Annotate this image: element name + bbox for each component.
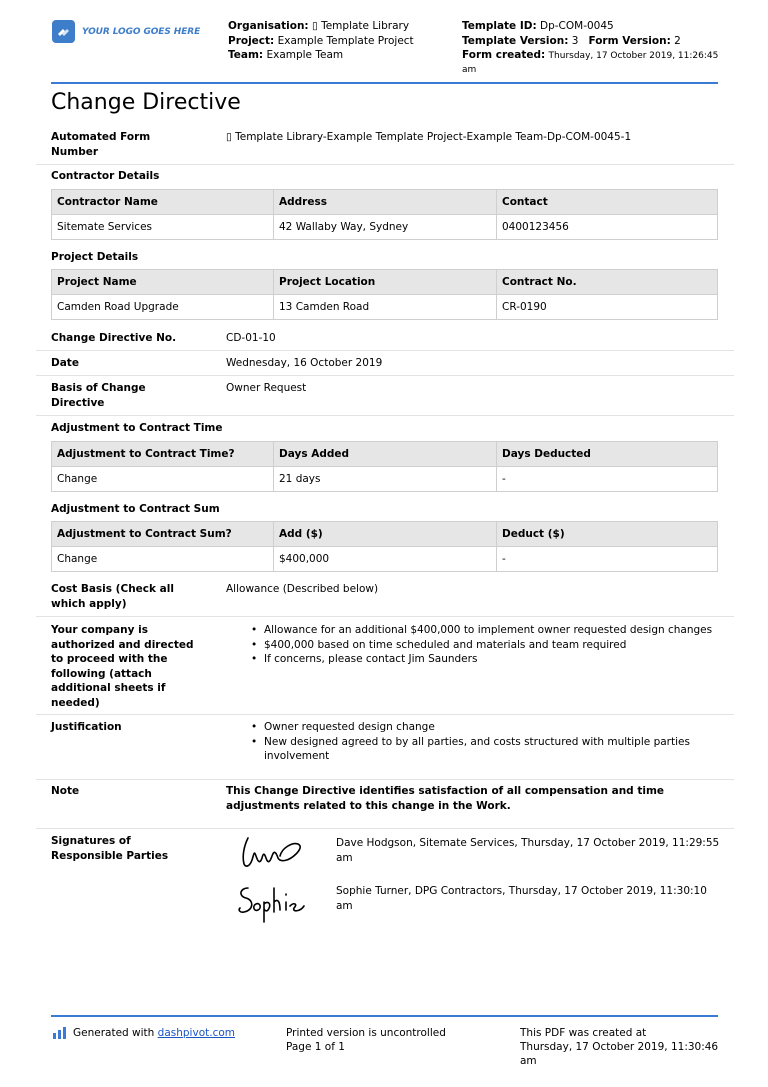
list-item: • Owner requested design change [264,720,690,735]
sum-adjustment-title: Adjustment to Contract Sum [51,503,220,515]
divider [36,375,734,376]
signature-2-text: Sophie Turner, DPG Contractors, Thursday, 17 October 2019, 11:30:10 am [336,885,707,912]
divider [36,779,734,780]
table-header: Address [274,190,497,215]
footer-rule [51,1015,718,1017]
header-rule [51,82,718,84]
list-item-continuation: involvement [264,750,330,763]
table-header: Adjustment to Contract Sum? [52,522,274,547]
justification-label: Justification [51,721,122,733]
divider [36,828,734,829]
template-version-line: Template Version: 3 Form Version: 2 [462,35,681,47]
form-number-label: Automated Form Number [51,131,151,158]
basis-label: Basis of Change Directive [51,382,146,409]
justification-list [250,720,690,764]
project-section-title: Project Details [51,251,139,263]
team-line: Team: Example Team [228,49,344,61]
form-created-am: am [462,65,477,75]
signature-image [234,880,318,927]
page-title: Change Directive [51,90,241,115]
note-text: This Change Directive identifies satisfaction of all compensation and time adjustments related to this change in the Work. [226,785,665,812]
divider [36,164,734,165]
project-line: Project: Example Template Project [228,35,414,47]
form-number-value: ▯ Template Library-Example Template Project-Example Team-Dp-COM-0045-1 [226,131,632,143]
table-header: Days Deducted [497,442,718,467]
list-item: • New designed agreed to by all parties, and costs structured with multiple parties [264,735,690,750]
time-adjustment-table [51,441,718,492]
table-cell: Change [52,547,274,572]
table-cell: Change [52,467,274,492]
list-item: • If concerns, please contact Jim Saunders [264,652,712,667]
table-cell: 21 days [274,467,497,492]
table-header: Contractor Name [52,190,274,215]
table-cell: $400,000 [274,547,497,572]
date-value: Wednesday, 16 October 2019 [226,357,383,369]
table-header: Contact [497,190,718,215]
table-cell: - [497,467,718,492]
dashpivot-link[interactable]: dashpivot.com [157,1027,235,1039]
cost-basis-value: Allowance (Described below) [226,583,379,595]
table-cell: Camden Road Upgrade [52,295,274,320]
printed-note: Printed version is uncontrolled Page 1 of 1 [286,1027,446,1053]
organisation-line: Organisation: ▯ Template Library [228,20,410,32]
table-header: Project Location [274,270,497,295]
logo-text: YOUR LOGO GOES HERE [82,27,201,37]
table-cell: 13 Camden Road [274,295,497,320]
generated-with: Generated with dashpivot.com [73,1027,235,1039]
directive-no-value: CD-01-10 [226,332,276,344]
form-created-line: Form created: Thursday, 17 October 2019, 11:26:45 [462,49,719,61]
sum-adjustment-table [51,521,718,572]
table-header: Deduct ($) [497,522,718,547]
template-id-line: Template ID: Dp-COM-0045 [462,20,614,32]
logo-icon [52,20,75,43]
divider [36,616,734,617]
signatures-label: Signatures of Responsible Parties [51,835,169,862]
date-label: Date [51,357,79,369]
table-header: Contract No. [497,270,718,295]
table-cell: CR-0190 [497,295,718,320]
table-header: Adjustment to Contract Time? [52,442,274,467]
signature-1-text: Dave Hodgson, Sitemate Services, Thursday, 17 October 2019, 11:29:55 am [336,837,720,864]
authorized-list [250,623,712,667]
basis-value: Owner Request [226,382,307,394]
project-table [51,269,718,320]
authorized-label: Your company is authorized and directed to proceed with the following (attach additional sheets if needed) [51,624,194,709]
table-cell: - [497,547,718,572]
table-header: Add ($) [274,522,497,547]
contractor-section-title: Contractor Details [51,170,160,182]
divider [36,350,734,351]
dashpivot-icon [53,1027,67,1042]
signature-image [236,832,308,875]
table-header: Days Added [274,442,497,467]
divider [36,714,734,715]
time-adjustment-title: Adjustment to Contract Time [51,422,223,434]
cost-basis-label: Cost Basis (Check all which apply) [51,583,174,610]
table-cell: 42 Wallaby Way, Sydney [274,215,497,240]
divider [36,415,734,416]
list-item: • Allowance for an additional $400,000 to implement owner requested design changes [264,623,712,638]
directive-no-label: Change Directive No. [51,332,177,344]
note-label: Note [51,785,80,797]
list-item: • $400,000 based on time scheduled and materials and team required [264,638,712,653]
table-cell: 0400123456 [497,215,718,240]
pdf-created: This PDF was created at Thursday, 17 October 2019, 11:30:46 am [520,1027,719,1067]
contractor-table [51,189,718,240]
table-cell: Sitemate Services [52,215,274,240]
table-header: Project Name [52,270,274,295]
